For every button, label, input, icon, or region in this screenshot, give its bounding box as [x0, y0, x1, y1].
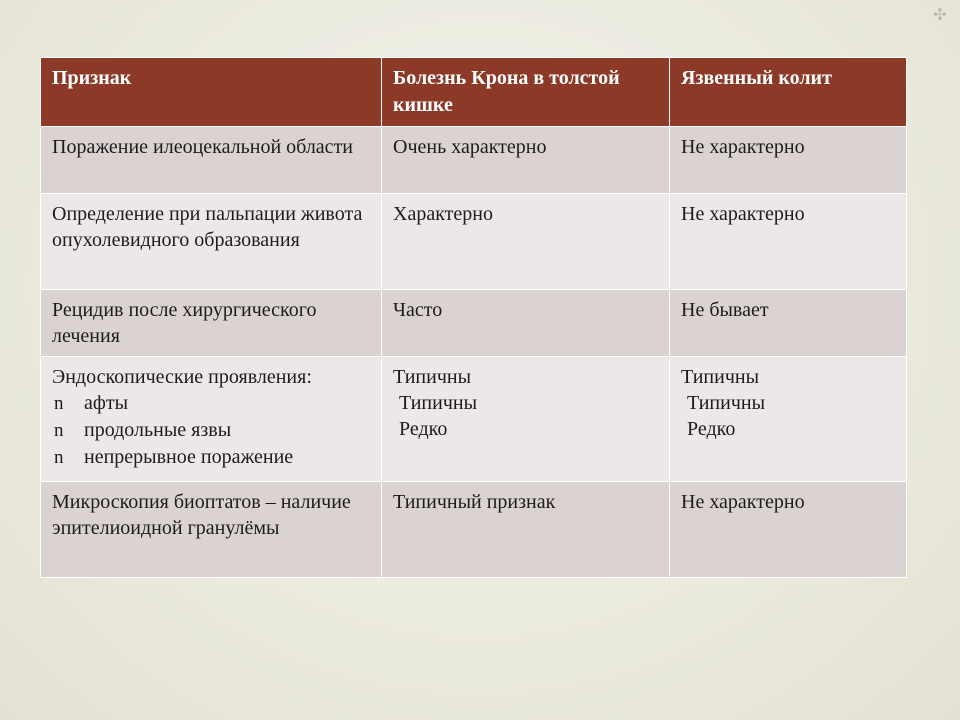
crohn-line: Редко: [399, 418, 448, 440]
header-crohn-disease: Болезнь Крона в толстой кишке: [382, 58, 670, 127]
list-item: [52, 417, 370, 444]
crohn-cell: Характерно: [382, 194, 670, 290]
uc-line: Редко: [687, 418, 736, 440]
crohn-cell: [382, 357, 670, 482]
feature-cell: [41, 357, 382, 482]
comparison-table: [40, 57, 907, 578]
list-item-label: непрерывное поражение: [84, 446, 294, 468]
list-item: [52, 390, 370, 417]
feature-cell: Микроскопия биоптатов – наличие эпителиоидной гранулёмы: [41, 482, 382, 578]
uc-cell: Не характерно: [670, 127, 907, 194]
crohn-cell: Часто: [382, 290, 670, 357]
bullet-icon: n: [54, 393, 64, 414]
header-feature: Признак: [41, 58, 382, 127]
list-item: [52, 444, 370, 471]
table-row: [41, 127, 907, 194]
uc-cell: Не характерно: [670, 194, 907, 290]
bullet-icon: n: [54, 420, 64, 441]
header-ulcerative-colitis: Язвенный колит: [670, 58, 907, 127]
corner-ornament-icon: ✣: [933, 5, 947, 24]
crohn-cell: Типичный признак: [382, 482, 670, 578]
table-row: [41, 194, 907, 290]
table-row: [41, 482, 907, 578]
list-item-label: афты: [84, 392, 129, 414]
uc-cell: [670, 357, 907, 482]
feature-cell: Поражение илеоцекальной области: [41, 127, 382, 194]
crohn-line: Типичны: [393, 366, 472, 388]
feature-cell: Рецидив после хирургического лечения: [41, 290, 382, 357]
table-row: [41, 357, 907, 482]
uc-cell: Не характерно: [670, 482, 907, 578]
uc-cell: Не бывает: [670, 290, 907, 357]
feature-cell: Определение при пальпации живота опухолевидного образования: [41, 194, 382, 290]
bullet-icon: n: [54, 447, 64, 468]
uc-line: Типичны: [687, 392, 766, 414]
crohn-line: Типичны: [399, 392, 478, 414]
table-header-row: [41, 58, 907, 127]
crohn-cell: Очень характерно: [382, 127, 670, 194]
uc-line: Типичны: [681, 366, 760, 388]
list-item-label: продольные язвы: [84, 419, 232, 441]
table-row: [41, 290, 907, 357]
endoscopy-title: Эндоскопические проявления:: [52, 366, 312, 388]
